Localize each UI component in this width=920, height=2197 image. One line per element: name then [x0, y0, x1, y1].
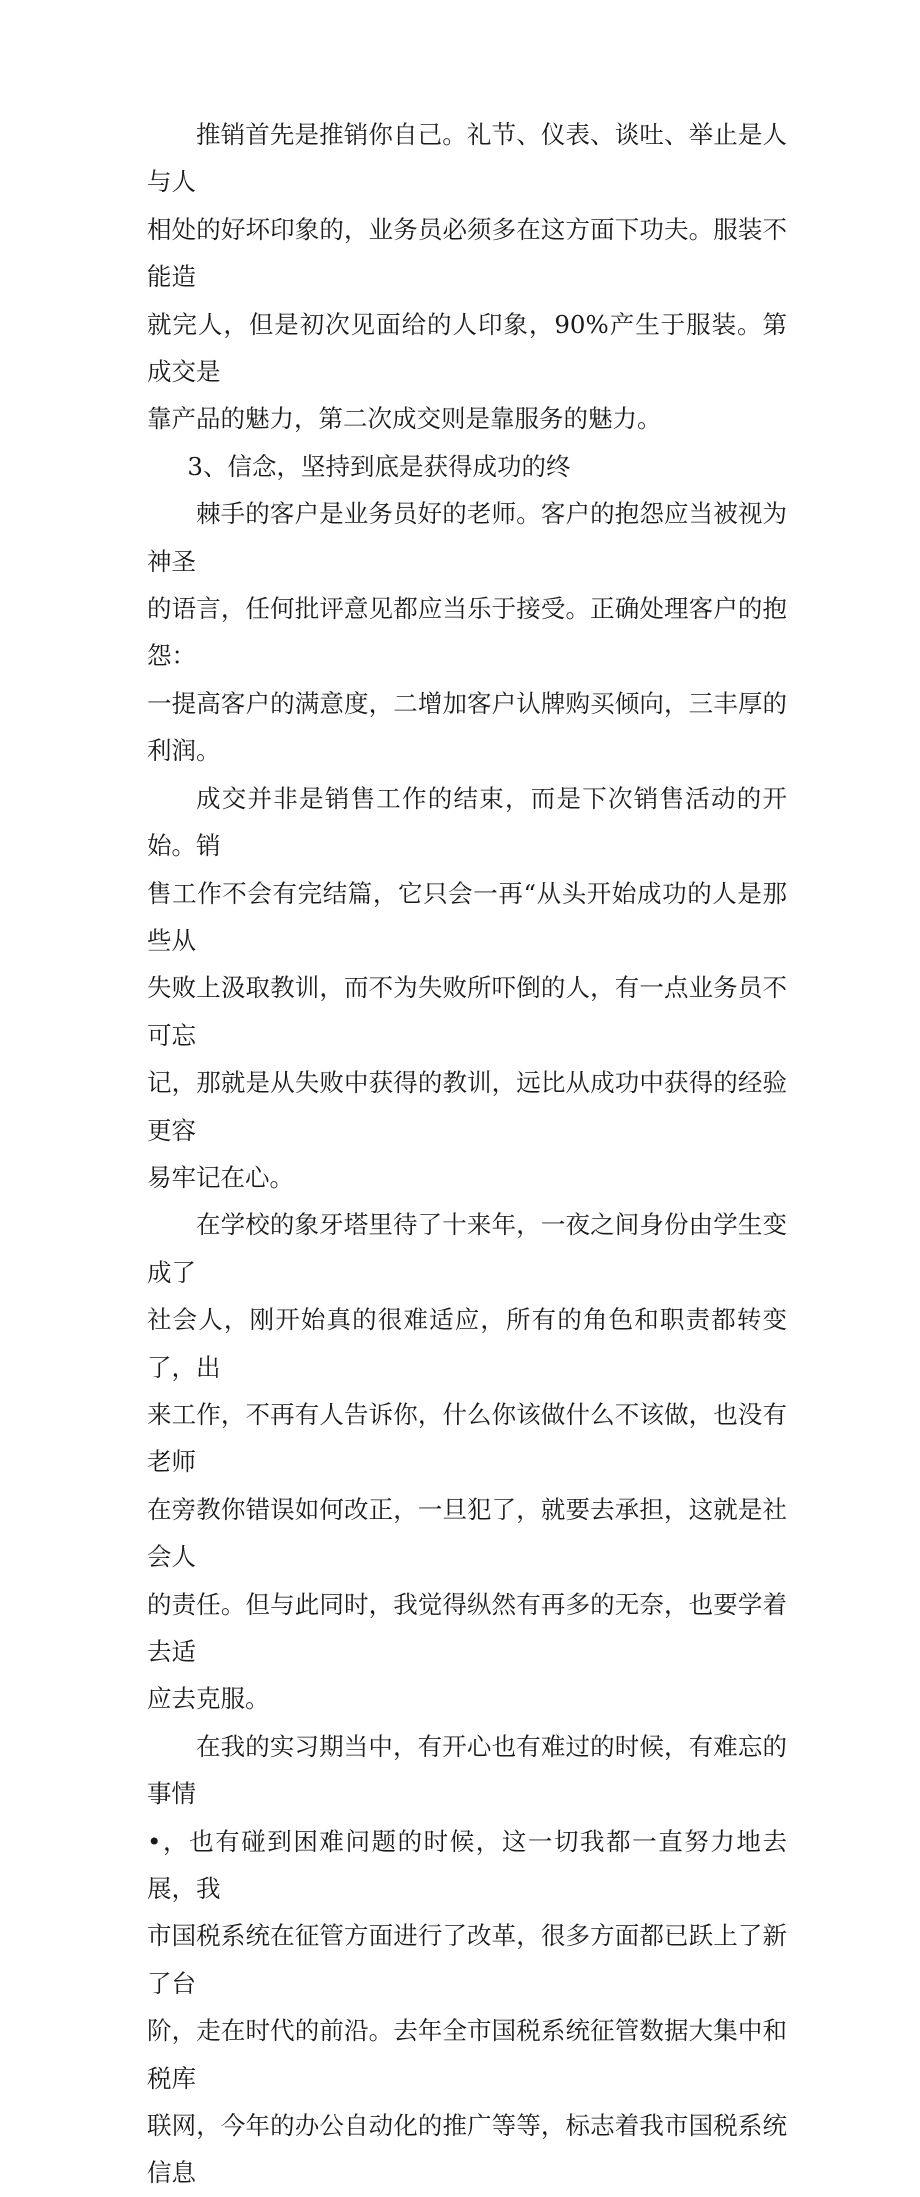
- section-heading-belief: 3、信念，坚持到底是获得成功的终: [187, 451, 571, 481]
- document-body: [147, 111, 787, 2197]
- paragraph-internship: 在我的实习期当中，有开心也有难过的时候，有难忘的事情 •，也有碰到困难问题的时候，这一切我都一直努力地去展，我 市国税系统在征管方面进行了改革，很多方面都已跃上了新了台 阶，走在时代的前沿。去年全市国税系统征管数据大集中和税库 联网，今年的办公自动化的推广等等，标志着我市国税系统信息: [147, 1731, 787, 2188]
- paragraph-self-promotion: 推销首先是推销你自己。礼节、仪表、谈吐、举止是人与人 相处的好坏印象的，业务员必须多在这方面下功夫。服装不能造 就完人，但是初次见面给的人印象，90%产生于服装。第成交是 靠产品的魅力，第二次成交则是靠服务的魅力。: [147, 120, 787, 434]
- paragraph-difficult-customers: 棘手的客户是业务员好的老师。客户的抱怨应当被视为神圣 的语言，任何批评意见都应当乐于接受。正确处理客户的抱怨： 一提高客户的满意度，二增加客户认牌购买倾向，三丰厚的利润。: [147, 499, 787, 766]
- paragraph-deal-not-end: 成交并非是销售工作的结束，而是下次销售活动的开始。销 售工作不会有完结篇，它只会一再“从头开始成功的人是那些从 失败上汲取教训，而不为失败所吓倒的人，有一点业务员不可忘 记，那就是从失败中获得的教训，远比从成功中获得的经验更容 易牢记在心。: [147, 783, 787, 1192]
- paragraph-school-to-society: 在学校的象牙塔里待了十来年，一夜之间身份由学生变成了 社会人，刚开始真的很难适应，所有的角色和职责都转变了，出 来工作，不再有人告诉你，什么你该做什么不该做，也没有老师 在旁教你错误如何改正，一旦犯了，就要去承担，这就是社会人 的责任。但与此同时，我觉得纵然有再多的无奈，也要学着去适 应去克服。: [147, 1210, 787, 1714]
